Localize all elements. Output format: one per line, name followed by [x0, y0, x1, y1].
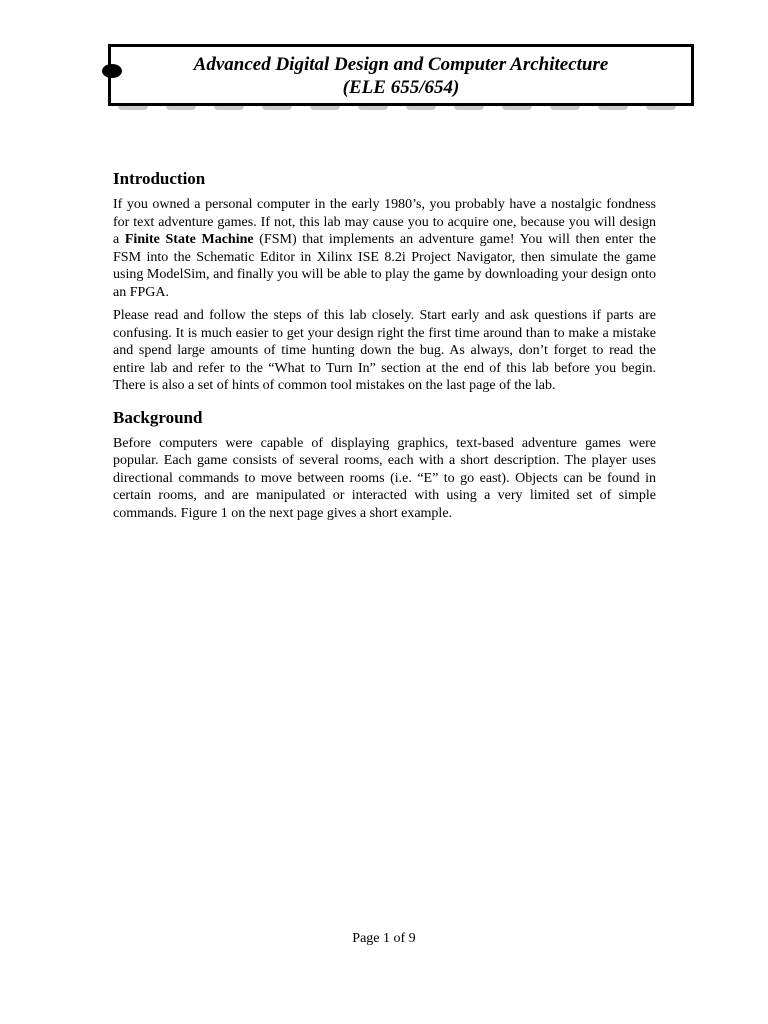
- intro-p1-text-a: If you owned a personal computer in the early 1980’s, you probably have a nostalgic fondness for text adventure games. If not, this lab may cause you to acquire one, because you will design a: [113, 197, 656, 247]
- page-number: Page 1 of 9: [352, 931, 416, 946]
- introduction-paragraph-2: Please read and follow the steps of this lab closely. Start early and ask questions if parts are confusing. It is much easier to get your design right the first time around than to make a mistake and spend large amounts of time hunting down the bug. As always, don’t forget to read the entire lab and refer to the “What to Turn In” section at the end of this lab before you begin. There is also a set of hints of common tool mistakes on the last page of the lab.: [113, 308, 656, 393]
- title-line-1: Advanced Digital Design and Computer Architecture: [193, 54, 609, 75]
- document-body: [113, 168, 656, 528]
- intro-p1-text-b: (FSM) that implements an adventure game! You will then enter the FSM into the Schematic Editor in Xilinx ISE 8.2i Project Navigator, then simulate the game using ModelSim, and finally you will be able to play the game by downloading your design onto an FPGA.: [113, 232, 656, 300]
- intro-p1-bold-term: Finite State Machine: [124, 232, 254, 247]
- introduction-paragraph-1: [113, 196, 656, 301]
- introduction-heading: Introduction: [113, 169, 206, 188]
- document-title: [108, 53, 694, 99]
- title-line-2: (ELE 655/654): [342, 77, 460, 98]
- header-banner: [108, 44, 694, 104]
- background-paragraph-1: Before computers were capable of displaying graphics, text-based adventure games were popular. Each game consists of several rooms, each with a short description. The player uses directional commands to move between rooms (i.e. “E” to go east). Objects can be found in certain rooms, and are manipulated or interacted with using a very limited set of simple commands. Figure 1 on the next page gives a short example.: [113, 435, 656, 521]
- background-heading: Background: [113, 407, 203, 427]
